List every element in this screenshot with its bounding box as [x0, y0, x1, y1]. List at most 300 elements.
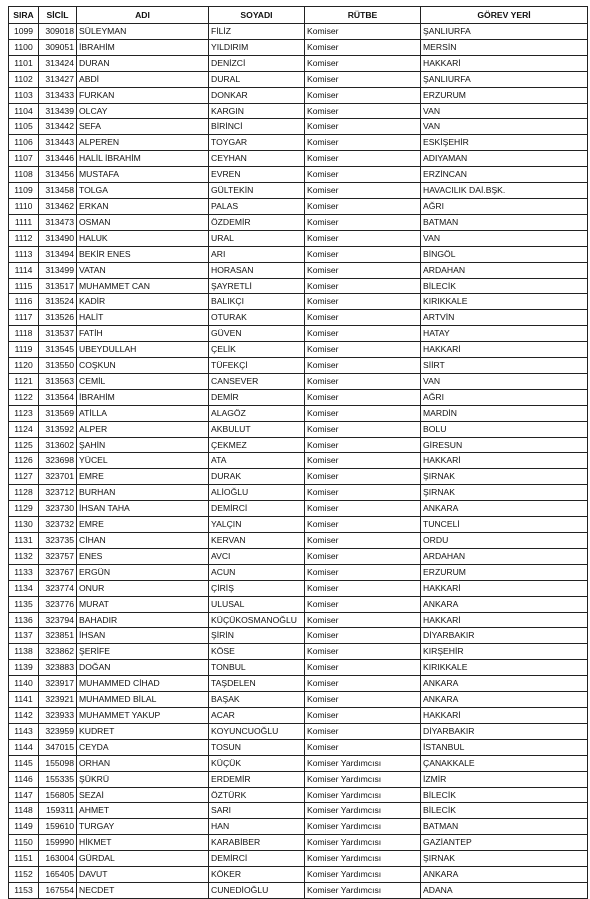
- cell-gorev-yeri: AĞRI: [421, 198, 588, 214]
- cell-soyadi: KÖSE: [209, 644, 305, 660]
- cell-sira: 1122: [9, 389, 39, 405]
- cell-gorev-yeri: ERZURUM: [421, 564, 588, 580]
- cell-rutbe: Komiser: [305, 580, 421, 596]
- cell-sira: 1121: [9, 373, 39, 389]
- cell-rutbe: Komiser: [305, 326, 421, 342]
- cell-gorev-yeri: ANKARA: [421, 867, 588, 883]
- table-row: [9, 326, 588, 342]
- cell-adi: VATAN: [77, 262, 209, 278]
- cell-soyadi: DURAL: [209, 71, 305, 87]
- cell-soyadi: KÜÇÜK: [209, 755, 305, 771]
- cell-sicil: 313458: [39, 183, 77, 199]
- cell-soyadi: GÜVEN: [209, 326, 305, 342]
- table-row: [9, 548, 588, 564]
- cell-soyadi: DENİZCİ: [209, 55, 305, 71]
- cell-adi: HALUK: [77, 230, 209, 246]
- cell-sira: 1153: [9, 882, 39, 898]
- table-row: [9, 803, 588, 819]
- table-row: [9, 533, 588, 549]
- cell-adi: TOLGA: [77, 183, 209, 199]
- cell-sicil: 313473: [39, 214, 77, 230]
- cell-soyadi: YILDIRIM: [209, 39, 305, 55]
- column-header-soyadi: SOYADI: [209, 7, 305, 24]
- cell-sicil: 313494: [39, 246, 77, 262]
- cell-sira: 1150: [9, 835, 39, 851]
- cell-soyadi: ŞAYRETLİ: [209, 278, 305, 294]
- cell-sicil: 309018: [39, 24, 77, 40]
- personnel-table: [8, 6, 588, 899]
- cell-sicil: 167554: [39, 882, 77, 898]
- table-row: [9, 867, 588, 883]
- cell-soyadi: KERVAN: [209, 533, 305, 549]
- cell-soyadi: ŞİRİN: [209, 628, 305, 644]
- cell-sicil: 313424: [39, 55, 77, 71]
- cell-rutbe: Komiser: [305, 405, 421, 421]
- cell-sira: 1124: [9, 421, 39, 437]
- cell-gorev-yeri: ARDAHAN: [421, 262, 588, 278]
- cell-sira: 1141: [9, 692, 39, 708]
- cell-adi: TURGAY: [77, 819, 209, 835]
- cell-sicil: 309051: [39, 39, 77, 55]
- table-row: [9, 262, 588, 278]
- cell-soyadi: ÇELİK: [209, 342, 305, 358]
- cell-sira: 1100: [9, 39, 39, 55]
- cell-sicil: 159990: [39, 835, 77, 851]
- cell-sicil: 323794: [39, 612, 77, 628]
- column-header-sicil: SİCİL: [39, 7, 77, 24]
- table-row: [9, 787, 588, 803]
- cell-adi: ALPEREN: [77, 135, 209, 151]
- cell-gorev-yeri: İZMİR: [421, 771, 588, 787]
- cell-adi: YÜCEL: [77, 453, 209, 469]
- cell-gorev-yeri: ŞIRNAK: [421, 469, 588, 485]
- cell-soyadi: YALÇIN: [209, 517, 305, 533]
- table-row: [9, 819, 588, 835]
- cell-soyadi: TAŞDELEN: [209, 676, 305, 692]
- cell-sicil: 323767: [39, 564, 77, 580]
- cell-sira: 1136: [9, 612, 39, 628]
- cell-adi: OSMAN: [77, 214, 209, 230]
- cell-sira: 1147: [9, 787, 39, 803]
- cell-adi: KUDRET: [77, 723, 209, 739]
- cell-sicil: 163004: [39, 851, 77, 867]
- cell-adi: MURAT: [77, 596, 209, 612]
- cell-rutbe: Komiser: [305, 660, 421, 676]
- cell-soyadi: FİLİZ: [209, 24, 305, 40]
- cell-adi: ŞAHİN: [77, 437, 209, 453]
- cell-adi: FATİH: [77, 326, 209, 342]
- table-row: [9, 24, 588, 40]
- cell-sicil: 323712: [39, 485, 77, 501]
- cell-rutbe: Komiser: [305, 103, 421, 119]
- cell-adi: ORHAN: [77, 755, 209, 771]
- cell-soyadi: GÜLTEKİN: [209, 183, 305, 199]
- table-row: [9, 707, 588, 723]
- table-row: [9, 421, 588, 437]
- cell-gorev-yeri: İSTANBUL: [421, 739, 588, 755]
- table-row: [9, 771, 588, 787]
- cell-sira: 1108: [9, 167, 39, 183]
- column-header-gorev-yeri: GÖREV YERİ: [421, 7, 588, 24]
- cell-sira: 1128: [9, 485, 39, 501]
- cell-gorev-yeri: ADIYAMAN: [421, 151, 588, 167]
- table-row: [9, 214, 588, 230]
- table-row: [9, 660, 588, 676]
- cell-soyadi: DEMİRCİ: [209, 851, 305, 867]
- cell-rutbe: Komiser: [305, 71, 421, 87]
- cell-adi: İBRAHİM: [77, 389, 209, 405]
- cell-sicil: 313569: [39, 405, 77, 421]
- cell-sira: 1103: [9, 87, 39, 103]
- cell-rutbe: Komiser: [305, 501, 421, 517]
- cell-gorev-yeri: BİLECİK: [421, 787, 588, 803]
- cell-gorev-yeri: BATMAN: [421, 214, 588, 230]
- cell-soyadi: BİRİNCİ: [209, 119, 305, 135]
- cell-sira: 1138: [9, 644, 39, 660]
- cell-rutbe: Komiser: [305, 707, 421, 723]
- cell-rutbe: Komiser Yardımcısı: [305, 867, 421, 883]
- cell-soyadi: HAN: [209, 819, 305, 835]
- cell-gorev-yeri: KIRIKKALE: [421, 660, 588, 676]
- cell-adi: DURAN: [77, 55, 209, 71]
- cell-gorev-yeri: HAKKARİ: [421, 612, 588, 628]
- cell-sira: 1111: [9, 214, 39, 230]
- cell-rutbe: Komiser Yardımcısı: [305, 803, 421, 819]
- cell-rutbe: Komiser: [305, 548, 421, 564]
- table-header: [9, 7, 588, 24]
- cell-gorev-yeri: ESKİŞEHİR: [421, 135, 588, 151]
- cell-sira: 1142: [9, 707, 39, 723]
- cell-sicil: 313537: [39, 326, 77, 342]
- cell-sicil: 313524: [39, 294, 77, 310]
- cell-sicil: 313456: [39, 167, 77, 183]
- cell-adi: CEMİL: [77, 373, 209, 389]
- cell-gorev-yeri: ADANA: [421, 882, 588, 898]
- cell-rutbe: Komiser: [305, 358, 421, 374]
- cell-sira: 1148: [9, 803, 39, 819]
- cell-adi: ABDİ: [77, 71, 209, 87]
- table-row: [9, 835, 588, 851]
- cell-rutbe: Komiser: [305, 167, 421, 183]
- cell-gorev-yeri: ANKARA: [421, 692, 588, 708]
- cell-sira: 1140: [9, 676, 39, 692]
- cell-rutbe: Komiser: [305, 294, 421, 310]
- cell-adi: KADİR: [77, 294, 209, 310]
- cell-sira: 1105: [9, 119, 39, 135]
- cell-rutbe: Komiser: [305, 151, 421, 167]
- cell-gorev-yeri: VAN: [421, 103, 588, 119]
- table-row: [9, 389, 588, 405]
- cell-sira: 1146: [9, 771, 39, 787]
- cell-rutbe: Komiser: [305, 692, 421, 708]
- cell-adi: ERGÜN: [77, 564, 209, 580]
- table-row: [9, 851, 588, 867]
- cell-rutbe: Komiser: [305, 739, 421, 755]
- cell-gorev-yeri: GAZİANTEP: [421, 835, 588, 851]
- cell-sicil: 313499: [39, 262, 77, 278]
- cell-gorev-yeri: BİNGÖL: [421, 246, 588, 262]
- cell-soyadi: ATA: [209, 453, 305, 469]
- cell-rutbe: Komiser: [305, 389, 421, 405]
- cell-sicil: 313526: [39, 310, 77, 326]
- cell-rutbe: Komiser Yardımcısı: [305, 851, 421, 867]
- cell-rutbe: Komiser: [305, 723, 421, 739]
- cell-rutbe: Komiser: [305, 612, 421, 628]
- cell-soyadi: ERDEMİR: [209, 771, 305, 787]
- table-row: [9, 39, 588, 55]
- cell-gorev-yeri: TUNCELİ: [421, 517, 588, 533]
- cell-sira: 1104: [9, 103, 39, 119]
- cell-sicil: 323862: [39, 644, 77, 660]
- cell-rutbe: Komiser: [305, 278, 421, 294]
- cell-gorev-yeri: BATMAN: [421, 819, 588, 835]
- cell-sira: 1145: [9, 755, 39, 771]
- cell-soyadi: EVREN: [209, 167, 305, 183]
- cell-adi: HALİT: [77, 310, 209, 326]
- cell-sira: 1119: [9, 342, 39, 358]
- cell-rutbe: Komiser: [305, 533, 421, 549]
- table-row: [9, 723, 588, 739]
- cell-rutbe: Komiser: [305, 310, 421, 326]
- cell-rutbe: Komiser: [305, 628, 421, 644]
- cell-soyadi: ARI: [209, 246, 305, 262]
- cell-soyadi: KÜÇÜKOSMANOĞLU: [209, 612, 305, 628]
- cell-rutbe: Komiser: [305, 87, 421, 103]
- cell-rutbe: Komiser: [305, 342, 421, 358]
- cell-soyadi: TÜFEKÇİ: [209, 358, 305, 374]
- table-row: [9, 230, 588, 246]
- cell-rutbe: Komiser: [305, 39, 421, 55]
- cell-adi: ENES: [77, 548, 209, 564]
- cell-rutbe: Komiser: [305, 230, 421, 246]
- table-row: [9, 517, 588, 533]
- cell-sira: 1137: [9, 628, 39, 644]
- cell-sicil: 323883: [39, 660, 77, 676]
- cell-sicil: 155335: [39, 771, 77, 787]
- cell-sicil: 323917: [39, 676, 77, 692]
- table-row: [9, 103, 588, 119]
- cell-adi: FURKAN: [77, 87, 209, 103]
- cell-gorev-yeri: ORDU: [421, 533, 588, 549]
- cell-soyadi: CANSEVER: [209, 373, 305, 389]
- cell-sira: 1143: [9, 723, 39, 739]
- cell-sicil: 323730: [39, 501, 77, 517]
- cell-sicil: 323776: [39, 596, 77, 612]
- cell-gorev-yeri: KIRŞEHİR: [421, 644, 588, 660]
- cell-sira: 1112: [9, 230, 39, 246]
- cell-adi: ATİLLA: [77, 405, 209, 421]
- cell-sira: 1107: [9, 151, 39, 167]
- cell-adi: EMRE: [77, 469, 209, 485]
- cell-rutbe: Komiser: [305, 214, 421, 230]
- cell-rutbe: Komiser Yardımcısı: [305, 771, 421, 787]
- cell-sira: 1149: [9, 819, 39, 835]
- cell-sicil: 313446: [39, 151, 77, 167]
- cell-sira: 1131: [9, 533, 39, 549]
- table-body: [9, 24, 588, 899]
- cell-adi: HALİL İBRAHİM: [77, 151, 209, 167]
- cell-adi: GÜRDAL: [77, 851, 209, 867]
- cell-adi: HİKMET: [77, 835, 209, 851]
- table-row: [9, 310, 588, 326]
- cell-soyadi: CUNEDİOĞLU: [209, 882, 305, 898]
- cell-adi: CİHAN: [77, 533, 209, 549]
- cell-sicil: 323701: [39, 469, 77, 485]
- cell-sira: 1109: [9, 183, 39, 199]
- cell-sicil: 155098: [39, 755, 77, 771]
- cell-rutbe: Komiser: [305, 262, 421, 278]
- column-header-rutbe: RÜTBE: [305, 7, 421, 24]
- cell-sira: 1117: [9, 310, 39, 326]
- table-row: [9, 405, 588, 421]
- table-row: [9, 71, 588, 87]
- cell-gorev-yeri: HAVACILIK DAİ.BŞK.: [421, 183, 588, 199]
- cell-sicil: 323959: [39, 723, 77, 739]
- cell-soyadi: DEMİR: [209, 389, 305, 405]
- cell-sicil: 323851: [39, 628, 77, 644]
- header-row: [9, 7, 588, 24]
- table-row: [9, 342, 588, 358]
- cell-rutbe: Komiser: [305, 246, 421, 262]
- cell-gorev-yeri: VAN: [421, 230, 588, 246]
- cell-soyadi: ALİOĞLU: [209, 485, 305, 501]
- cell-soyadi: TOYGAR: [209, 135, 305, 151]
- column-header-adi: ADI: [77, 7, 209, 24]
- cell-rutbe: Komiser: [305, 24, 421, 40]
- cell-soyadi: DONKAR: [209, 87, 305, 103]
- cell-soyadi: ÖZTÜRK: [209, 787, 305, 803]
- cell-sira: 1127: [9, 469, 39, 485]
- cell-adi: UBEYDULLAH: [77, 342, 209, 358]
- cell-rutbe: Komiser: [305, 596, 421, 612]
- cell-sicil: 159610: [39, 819, 77, 835]
- cell-sicil: 323933: [39, 707, 77, 723]
- cell-sicil: 313462: [39, 198, 77, 214]
- cell-rutbe: Komiser: [305, 373, 421, 389]
- cell-sira: 1125: [9, 437, 39, 453]
- cell-rutbe: Komiser Yardımcısı: [305, 819, 421, 835]
- cell-soyadi: CEYHAN: [209, 151, 305, 167]
- cell-soyadi: KARGIN: [209, 103, 305, 119]
- cell-gorev-yeri: ARDAHAN: [421, 548, 588, 564]
- table-row: [9, 644, 588, 660]
- cell-sira: 1102: [9, 71, 39, 87]
- cell-sira: 1133: [9, 564, 39, 580]
- cell-gorev-yeri: MARDİN: [421, 405, 588, 421]
- cell-adi: NECDET: [77, 882, 209, 898]
- table-row: [9, 628, 588, 644]
- cell-rutbe: Komiser: [305, 469, 421, 485]
- cell-sira: 1134: [9, 580, 39, 596]
- cell-adi: İHSAN: [77, 628, 209, 644]
- cell-gorev-yeri: HAKKARİ: [421, 342, 588, 358]
- cell-soyadi: BAŞAK: [209, 692, 305, 708]
- cell-gorev-yeri: DİYARBAKIR: [421, 628, 588, 644]
- cell-rutbe: Komiser Yardımcısı: [305, 882, 421, 898]
- cell-rutbe: Komiser: [305, 421, 421, 437]
- cell-sicil: 313490: [39, 230, 77, 246]
- cell-sira: 1115: [9, 278, 39, 294]
- cell-adi: DOĞAN: [77, 660, 209, 676]
- cell-gorev-yeri: DİYARBAKIR: [421, 723, 588, 739]
- cell-gorev-yeri: ERZİNCAN: [421, 167, 588, 183]
- table-row: [9, 358, 588, 374]
- cell-gorev-yeri: MERSİN: [421, 39, 588, 55]
- table-row: [9, 135, 588, 151]
- cell-rutbe: Komiser: [305, 453, 421, 469]
- table-row: [9, 55, 588, 71]
- cell-soyadi: URAL: [209, 230, 305, 246]
- cell-sira: 1114: [9, 262, 39, 278]
- cell-gorev-yeri: ŞIRNAK: [421, 851, 588, 867]
- cell-adi: SEFA: [77, 119, 209, 135]
- cell-adi: İHSAN TAHA: [77, 501, 209, 517]
- table-row: [9, 294, 588, 310]
- cell-sicil: 323774: [39, 580, 77, 596]
- cell-adi: ERKAN: [77, 198, 209, 214]
- cell-adi: EMRE: [77, 517, 209, 533]
- cell-sira: 1120: [9, 358, 39, 374]
- cell-soyadi: BALIKÇI: [209, 294, 305, 310]
- cell-gorev-yeri: HAKKARİ: [421, 580, 588, 596]
- table-row: [9, 596, 588, 612]
- cell-soyadi: KÖKER: [209, 867, 305, 883]
- cell-gorev-yeri: KIRIKKALE: [421, 294, 588, 310]
- cell-sicil: 323757: [39, 548, 77, 564]
- cell-rutbe: Komiser Yardımcısı: [305, 835, 421, 851]
- cell-sira: 1152: [9, 867, 39, 883]
- cell-gorev-yeri: BİLECİK: [421, 803, 588, 819]
- cell-adi: MUHAMMED CİHAD: [77, 676, 209, 692]
- cell-sira: 1116: [9, 294, 39, 310]
- cell-gorev-yeri: ŞIRNAK: [421, 485, 588, 501]
- cell-adi: MUSTAFA: [77, 167, 209, 183]
- cell-sicil: 323732: [39, 517, 77, 533]
- cell-sira: 1106: [9, 135, 39, 151]
- table-row: [9, 198, 588, 214]
- table-row: [9, 151, 588, 167]
- cell-soyadi: TONBUL: [209, 660, 305, 676]
- cell-adi: AHMET: [77, 803, 209, 819]
- cell-gorev-yeri: ŞANLIURFA: [421, 24, 588, 40]
- table-row: [9, 692, 588, 708]
- cell-soyadi: TOSUN: [209, 739, 305, 755]
- cell-sicil: 313545: [39, 342, 77, 358]
- cell-soyadi: AVCI: [209, 548, 305, 564]
- cell-gorev-yeri: SİİRT: [421, 358, 588, 374]
- cell-soyadi: SARI: [209, 803, 305, 819]
- cell-sicil: 323735: [39, 533, 77, 549]
- table-row: [9, 676, 588, 692]
- cell-gorev-yeri: ARTVİN: [421, 310, 588, 326]
- cell-soyadi: AKBULUT: [209, 421, 305, 437]
- table-row: [9, 501, 588, 517]
- cell-sira: 1135: [9, 596, 39, 612]
- table-row: [9, 87, 588, 103]
- cell-adi: MUHAMMED BİLAL: [77, 692, 209, 708]
- cell-gorev-yeri: ANKARA: [421, 676, 588, 692]
- cell-gorev-yeri: ŞANLIURFA: [421, 71, 588, 87]
- table-row: [9, 564, 588, 580]
- cell-sira: 1151: [9, 851, 39, 867]
- cell-adi: ŞERİFE: [77, 644, 209, 660]
- cell-adi: ŞÜKRÜ: [77, 771, 209, 787]
- cell-adi: CEYDA: [77, 739, 209, 755]
- cell-soyadi: PALAS: [209, 198, 305, 214]
- cell-gorev-yeri: BOLU: [421, 421, 588, 437]
- cell-sicil: 347015: [39, 739, 77, 755]
- cell-sicil: 313563: [39, 373, 77, 389]
